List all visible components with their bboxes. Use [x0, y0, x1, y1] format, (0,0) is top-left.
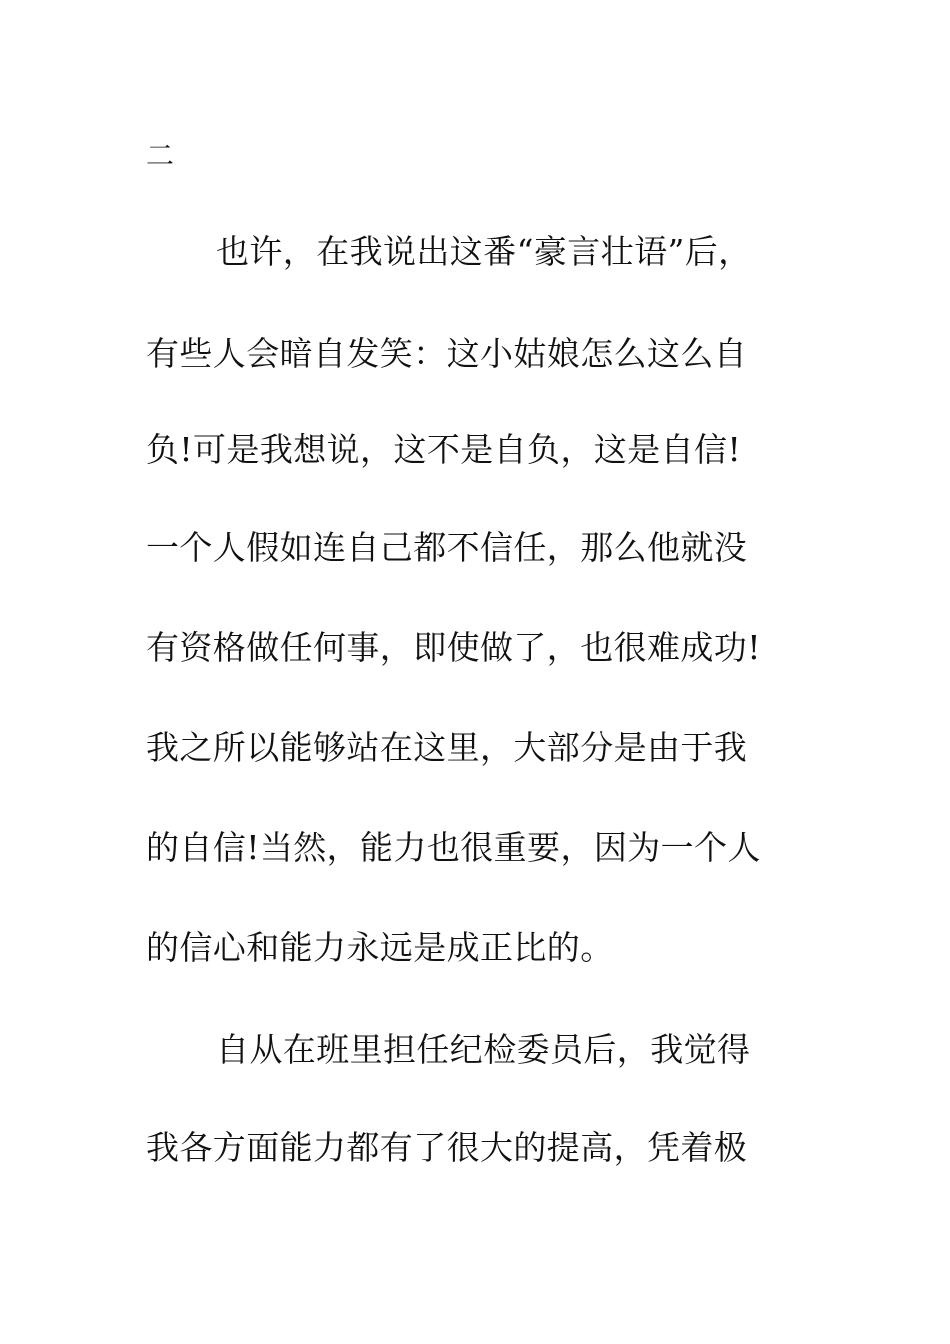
paragraph-line: 的自信!当然，能力也很重要，因为一个人 — [146, 828, 761, 867]
paragraph-line: 我各方面能力都有了很大的提高，凭着极 — [146, 1128, 748, 1167]
paragraph-line: 我之所以能够站在这里，大部分是由于我 — [146, 728, 748, 767]
section-heading: 二 — [146, 139, 175, 172]
paragraph-line: 一个人假如连自己都不信任，那么他就没 — [146, 528, 748, 567]
paragraph-line: 有些人会暗自发笑：这小姑娘怎么这么自 — [146, 334, 748, 373]
paragraph-line: 有资格做任何事，即使做了，也很难成功! — [146, 628, 761, 667]
paragraph-line: 的信心和能力永远是成正比的。 — [146, 928, 614, 967]
paragraph-line: 自从在班里担任纪检委员后，我觉得 — [216, 1030, 751, 1069]
paragraph-line: 负!可是我想说，这不是自负，这是自信! — [146, 430, 742, 469]
paragraph-line: 也许，在我说出这番“豪言壮语”后， — [216, 232, 752, 271]
